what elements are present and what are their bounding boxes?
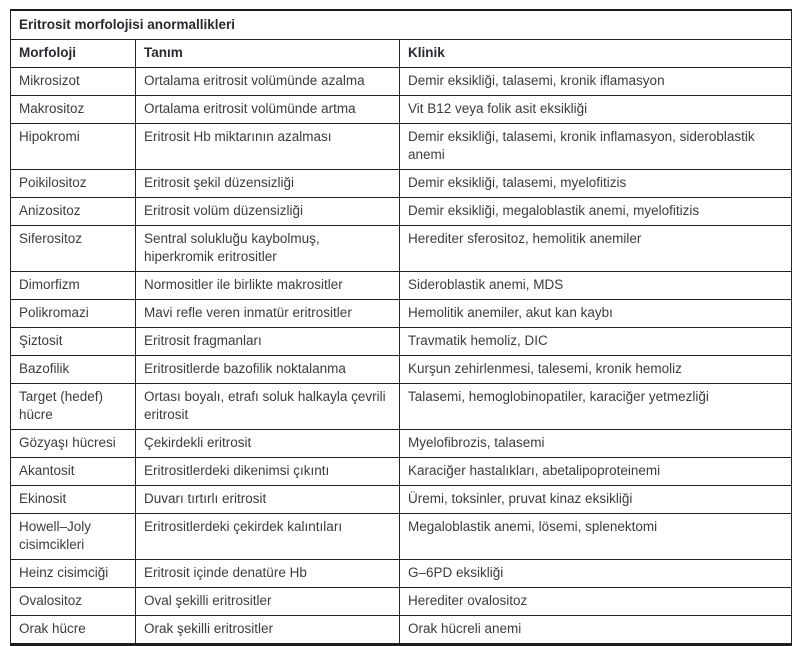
cell-morphology: Heinz cisimciği xyxy=(11,560,136,588)
table-header-row xyxy=(11,40,792,68)
cell-clinic: Demir eksikliği, megaloblastik anemi, myelofitizis xyxy=(400,198,792,226)
table-row xyxy=(11,384,792,430)
cell-clinic: Demir eksikliği, talasemi, kronik iflamasyon xyxy=(400,68,792,96)
table-row xyxy=(11,430,792,458)
cell-clinic: Talasemi, hemoglobinopatiler, karaciğer yetmezliği xyxy=(400,384,792,430)
cell-clinic: Megaloblastik anemi, lösemi, splenektomi xyxy=(400,514,792,560)
table-body xyxy=(11,68,792,645)
cell-clinic: Herediter sferositoz, hemolitik anemiler xyxy=(400,226,792,272)
cell-definition: Eritrositlerde bazofilik noktalanma xyxy=(136,356,400,384)
cell-definition: Eritrositlerdeki dikenimsi çıkıntı xyxy=(136,458,400,486)
cell-morphology: Dimorfizm xyxy=(11,272,136,300)
table-row xyxy=(11,486,792,514)
cell-definition: Orak şekilli eritrositler xyxy=(136,616,400,645)
table-row xyxy=(11,272,792,300)
table-row xyxy=(11,96,792,124)
cell-definition: Eritrosit volüm düzensizliği xyxy=(136,198,400,226)
cell-morphology: Orak hücre xyxy=(11,616,136,645)
column-header-definition: Tanım xyxy=(136,40,400,68)
table-row xyxy=(11,300,792,328)
cell-definition: Normositler ile birlikte makrositler xyxy=(136,272,400,300)
table-row xyxy=(11,328,792,356)
table-row xyxy=(11,226,792,272)
cell-clinic: Kurşun zehirlenmesi, talesemi, kronik hemoliz xyxy=(400,356,792,384)
cell-clinic: Üremi, toksinler, pruvat kinaz eksikliği xyxy=(400,486,792,514)
cell-clinic: Vit B12 veya folik asit eksikliği xyxy=(400,96,792,124)
column-header-morphology: Morfoloji xyxy=(11,40,136,68)
cell-morphology: Anizositoz xyxy=(11,198,136,226)
cell-morphology: Hipokromi xyxy=(11,124,136,170)
cell-morphology: Mikrosizot xyxy=(11,68,136,96)
cell-definition: Eritrositlerdeki çekirdek kalıntıları xyxy=(136,514,400,560)
table-row xyxy=(11,68,792,96)
table-row xyxy=(11,198,792,226)
cell-morphology: Poikilositoz xyxy=(11,170,136,198)
cell-morphology: Polikromazi xyxy=(11,300,136,328)
cell-clinic: Herediter ovalositoz xyxy=(400,588,792,616)
cell-clinic: Travmatik hemoliz, DIC xyxy=(400,328,792,356)
cell-morphology: Ovalositoz xyxy=(11,588,136,616)
cell-morphology: Bazofilik xyxy=(11,356,136,384)
cell-definition: Mavi refle veren inmatür eritrositler xyxy=(136,300,400,328)
column-header-clinic: Klinik xyxy=(400,40,792,68)
cell-clinic: G–6PD eksikliği xyxy=(400,560,792,588)
table-row xyxy=(11,588,792,616)
cell-definition: Eritrosit içinde denatüre Hb xyxy=(136,560,400,588)
cell-clinic: Demir eksikliği, talasemi, kronik inflamasyon, sideroblastik anemi xyxy=(400,124,792,170)
cell-morphology: Şiztosit xyxy=(11,328,136,356)
cell-morphology: Makrositoz xyxy=(11,96,136,124)
cell-definition: Eritrosit şekil düzensizliği xyxy=(136,170,400,198)
cell-morphology: Gözyaşı hücresi xyxy=(11,430,136,458)
table-row xyxy=(11,514,792,560)
cell-clinic: Myelofibrozis, talasemi xyxy=(400,430,792,458)
erythrocyte-morphology-table xyxy=(10,9,792,646)
table-row xyxy=(11,356,792,384)
table-row xyxy=(11,124,792,170)
cell-definition: Eritrosit fragmanları xyxy=(136,328,400,356)
cell-definition: Oval şekilli eritrositler xyxy=(136,588,400,616)
table-row xyxy=(11,170,792,198)
cell-definition: Eritrosit Hb miktarının azalması xyxy=(136,124,400,170)
cell-morphology: Siferositoz xyxy=(11,226,136,272)
cell-morphology: Akantosit xyxy=(11,458,136,486)
cell-definition: Çekirdekli eritrosit xyxy=(136,430,400,458)
cell-definition: Sentral solukluğu kaybolmuş, hiperkromik eritrositler xyxy=(136,226,400,272)
cell-clinic: Demir eksikliği, talasemi, myelofitizis xyxy=(400,170,792,198)
cell-morphology: Ekinosit xyxy=(11,486,136,514)
cell-clinic: Hemolitik anemiler, akut kan kaybı xyxy=(400,300,792,328)
cell-definition: Duvarı tırtırlı eritrosit xyxy=(136,486,400,514)
cell-clinic: Karaciğer hastalıkları, abetalipoproteinemi xyxy=(400,458,792,486)
cell-definition: Ortası boyalı, etrafı soluk halkayla çevrili eritrosit xyxy=(136,384,400,430)
table-title-row xyxy=(11,10,792,40)
table-title: Eritrosit morfolojisi anormallikleri xyxy=(11,10,792,40)
cell-clinic: Sideroblastik anemi, MDS xyxy=(400,272,792,300)
cell-definition: Ortalama eritrosit volümünde artma xyxy=(136,96,400,124)
cell-clinic: Orak hücreli anemi xyxy=(400,616,792,645)
table-row xyxy=(11,458,792,486)
cell-morphology: Target (hedef) hücre xyxy=(11,384,136,430)
table-row xyxy=(11,560,792,588)
cell-morphology: Howell–Joly cisimcikleri xyxy=(11,514,136,560)
table-row xyxy=(11,616,792,645)
cell-definition: Ortalama eritrosit volümünde azalma xyxy=(136,68,400,96)
